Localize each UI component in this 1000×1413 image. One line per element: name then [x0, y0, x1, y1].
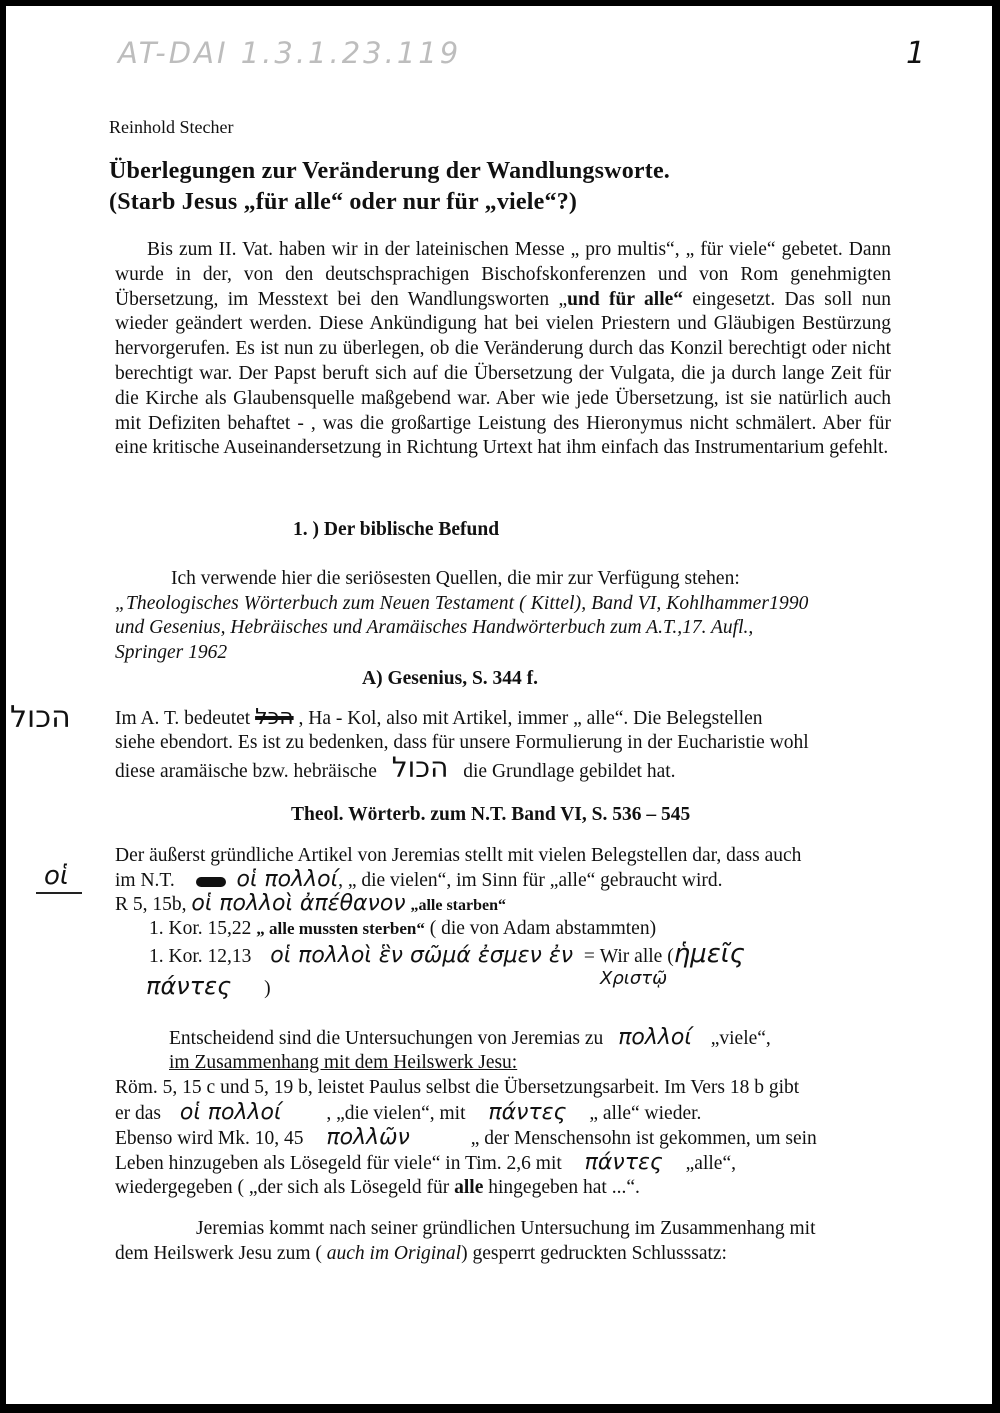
sources-line-2: und Gesenius, Hebräisches und Aramäisches Handwörterbuch zum A.T.,17. Aufl., — [115, 617, 754, 638]
hebrew-hakol: הכול — [391, 751, 449, 784]
mk-line-2-b: „alle“, — [685, 1153, 736, 1174]
kor-2-greek-2: ἡμεῖς — [673, 939, 745, 969]
rom-line-1: Röm. 5, 15 c und 5, 19 b, leistet Paulus selbst die Übersetzungsarbeit. Im Vers 18 b gibt — [115, 1077, 800, 1098]
decisive-b: „viele“, — [710, 1028, 771, 1049]
final-line-2-a: dem Heilswerk Jesu zum ( — [115, 1243, 327, 1264]
mk-line-2 — [115, 1151, 736, 1177]
mk-line-3-b: hingegeben hat ...“. — [483, 1177, 640, 1198]
at-line-3-a: diese aramäische bzw. hebräische — [115, 761, 377, 782]
mk-line-2-a: Leben hinzugeben als Lösegeld für viele“ in Tim. 2,6 mit — [115, 1153, 562, 1174]
at-line-1-b: , Ha - Kol, also mit Artikel, immer „ alle“. Die Belegstellen — [298, 708, 763, 729]
at-line-1 — [115, 706, 763, 732]
at-line-3-b: die Grundlage gebildet hat. — [463, 761, 676, 782]
mk-line-1-a: Ebenso wird Mk. 10, 45 — [115, 1128, 304, 1149]
mk-line-3 — [115, 1176, 640, 1201]
title-line-2: (Starb Jesus „für alle“ oder nur für „viele“?) — [109, 189, 578, 215]
decisive-line-2: im Zusammenhang mit dem Heilswerk Jesu: — [169, 1052, 518, 1073]
kor-2-b: = Wir alle ( — [583, 946, 674, 967]
sources-intro: Ich verwende hier die seriösesten Quellen, die mir zur Verfügung stehen: — [171, 568, 740, 589]
mk-line-3-a: wiedergegeben ( „der sich als Lösegeld für — [115, 1177, 455, 1198]
author-name: Reinhold Stecher — [109, 117, 234, 137]
page-number: 1 — [906, 36, 926, 71]
mk-line-1-greek: πολλῶν — [326, 1125, 410, 1150]
rom-line-2-greek: οἱ πολλοί — [179, 1100, 282, 1125]
nt-line-2-b: , „ die vielen“, im Sinn für „alle“ gebraucht wird. — [338, 870, 723, 891]
kor-2-a: 1. Kor. 12,13 — [149, 946, 252, 967]
rom-line-2-greek-2: πάντες — [488, 1100, 567, 1125]
nt-line-3-bold: „alle starben“ — [410, 897, 506, 914]
rom-line-2-a: er das — [115, 1103, 162, 1124]
archive-stamp: AT-DAI 1.3.1.23.119 — [118, 36, 462, 70]
decisive-a: Entscheidend sind die Untersuchungen von Jeremias zu — [169, 1028, 604, 1049]
kor-2-greek: οἱ πολλοὶ ἓν σῶμά ἐσμεν ἐν — [270, 943, 574, 968]
kor-line-1 — [149, 917, 656, 942]
nt-line-2-greek: οἱ πολλοί — [236, 867, 339, 892]
mk-line-1-b: „ der Menschensohn ist gekommen, um sein — [470, 1128, 817, 1149]
mk-line-2-greek: πάντες — [584, 1150, 663, 1175]
margin-greek-note: οἱ — [44, 861, 69, 891]
kor-2-close: ) — [264, 978, 271, 999]
at-line-1-a: Im A. T. bedeutet — [115, 708, 251, 729]
mk-line-3-bold: alle — [454, 1177, 484, 1198]
rom-line-2-b: , „die vielen“, mit — [326, 1103, 466, 1124]
at-line-3 — [115, 751, 676, 785]
kor-1-b: ( die von Adam abstammten) — [424, 918, 657, 939]
final-line-2-ital: auch im Original — [326, 1243, 462, 1264]
nt-line-2-a: im N.T. — [115, 870, 175, 891]
intro-bold: und für alle“ — [567, 288, 684, 310]
intro-paragraph — [115, 238, 891, 461]
sources-line-1: „Theologisches Wörterbuch zum Neuen Testament ( Kittel), Band VI, Kohlhammer1990 — [115, 593, 809, 614]
kor-2-greek-4: πάντες — [146, 972, 232, 1000]
intro-part-2: eingesetzt. Das soll nun wieder geändert werden. Diese Ankündigung hat bei vielen Priestern und Gläubigen Bestürzung hervorgerufen. Es ist nun zu überlegen, ob die Veränderung durch das Konzil berechtigt oder nicht berechtigt war. Der Papst beruft sich auf die Übersetzung der Vulgata, die ja durch lange Zeit für die Kirche als Glaubensquelle maßgebend war. Aber wie jede Übersetzung, ist sie natürlich auch mit Defiziten behaftet - , was die großartige Leistung des Hieronymus nicht schmälert. Aber für eine kritische Auseinandersetzung in Richtung Urtext hat ihm einfach das Instrumentarium gefehlt. — [115, 288, 891, 459]
subheading-theol-woerterbuch: Theol. Wörterb. zum N.T. Band VI, S. 536 – 545 — [291, 804, 691, 825]
final-line-1: Jeremias kommt nach seiner gründlichen Untersuchung im Zusammenhang mit — [196, 1218, 816, 1239]
sources-line-3: Springer 1962 — [115, 642, 228, 663]
rom-line-2-c: „ alle“ wieder. — [589, 1103, 702, 1124]
at-line-2: siehe ebendort. Es ist zu bedenken, dass für unsere Formulierung in der Eucharistie wohl — [115, 732, 809, 753]
mk-line-1 — [115, 1126, 817, 1152]
kor-line-3 — [146, 974, 271, 1002]
kor-2-greek-3: Χριστῷ — [600, 968, 668, 989]
decisive-line-1 — [169, 1026, 771, 1052]
scribble-mark — [196, 877, 226, 887]
struck-hebrew-word: הכל — [255, 705, 294, 730]
kor-1-a: 1. Kor. 15,22 — [149, 918, 257, 939]
decisive-greek: πολλοί — [618, 1025, 692, 1050]
nt-line-3-greek: οἱ πολλοὶ ἀπέθανον — [191, 891, 406, 916]
kor-1-bold: „ alle mussten sterben“ — [256, 919, 425, 938]
kor-line-2 — [149, 939, 745, 970]
intro-part-1: Bis zum II. Vat. haben wir in der lateinischen Messe „ pro multis“, „ für viele“ gebetet. Dann wurde in der, von den deutschsprachigen Bischofskonferenzen und von Rom genehmigten Übersetzung, im Messtext bei den Wandlungsworten „ — [115, 239, 891, 310]
final-line-2-b: ) gesperrt gedruckten Schlusssatz: — [461, 1243, 727, 1264]
nt-line-1: Der äußerst gründliche Artikel von Jeremias stellt mit vielen Belegstellen dar, dass auch — [115, 845, 802, 866]
rom-line-2 — [115, 1101, 701, 1127]
section-heading: 1. ) Der biblische Befund — [293, 519, 500, 540]
margin-hebrew-note: הכול — [10, 700, 71, 735]
title-line-1: Überlegungen zur Veränderung der Wandlungsworte. — [109, 158, 671, 184]
nt-line-2 — [115, 868, 723, 894]
nt-line-3-a: R 5, 15b, — [115, 894, 187, 915]
document-page — [6, 6, 992, 1404]
nt-line-3 — [115, 892, 506, 919]
margin-underline — [36, 892, 82, 894]
subheading-gesenius: A) Gesenius, S. 344 f. — [362, 668, 539, 689]
final-line-2 — [115, 1242, 727, 1267]
